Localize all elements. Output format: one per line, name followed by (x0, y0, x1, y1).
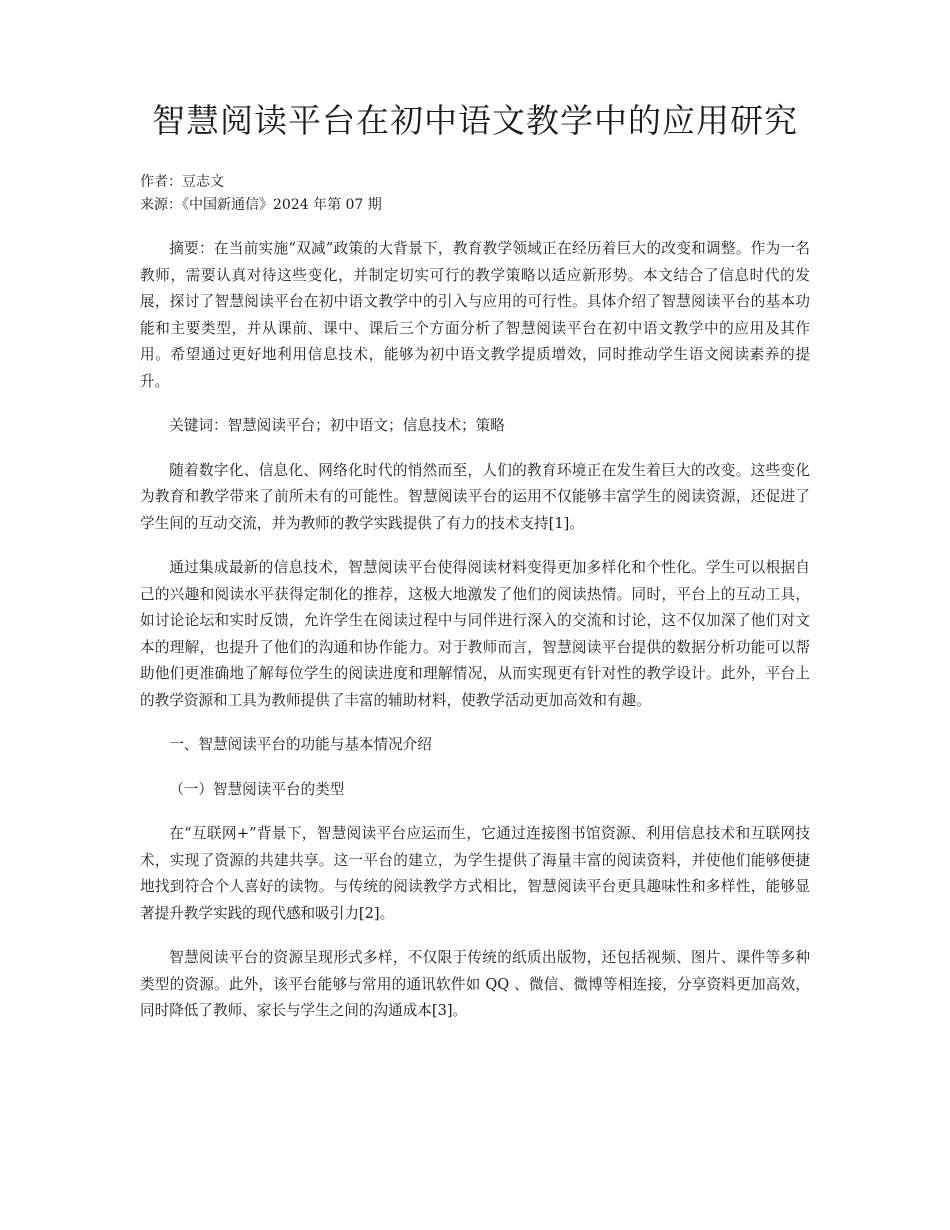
keywords-paragraph: 关键词：智慧阅读平台；初中语文；信息技术；策略 (169, 417, 505, 434)
subsection-heading-1: （一）智慧阅读平台的类型 (169, 780, 345, 798)
author-line: 作者：豆志文 (140, 174, 224, 190)
abstract-paragraph: 摘要：在当前实施“双减”政策的大背景下，教育教学领域正在经历着巨大的改变和调整。作为一名教师，需要认真对待这些变化，并制定切实可行的教学策略以适应新形势。本文结合了信息时代的发展，探讨了智慧阅读平台在初中语文教学中的引入与应用的可行性。具体介绍了智慧阅读平台的基本功能和主要类型，并从课前、课中、课后三个方面分析了智慧阅读平台在初中语文教学中的应用及其作用。希望通过更好地利用信息技术，能够为初中语文教学提质增效，同时推动学生语文阅读素养的提升。 (140, 240, 810, 390)
page-title: 智慧阅读平台在初中语文教学中的应用研究 (152, 101, 798, 140)
section1-paragraph-2: 智慧阅读平台的资源呈现形式多样，不仅限于传统的纸质出版物，还包括视频、图片、课件等多种类型的资源。此外，该平台能够与常用的通讯软件如 QQ 、微信、微博等相连接，分享资料更加高效，同时降低了教师、家长与学生之间的沟通成本[3]。 (140, 949, 810, 1019)
article-body (140, 236, 810, 1043)
source-line: 来源：《中国新通信》2024 年第 07 期 (140, 197, 382, 213)
section1-paragraph-1: 在“互联网+”背景下，智慧阅读平台应运而生，它通过连接图书馆资源、利用信息技术和互联网技术，实现了资源的共建共享。这一平台的建立，为学生提供了海量丰富的阅读资料，并使他们能够便捷地找到符合个人喜好的读物。与传统的阅读教学方式相比，智慧阅读平台更具趣味性和多样性，能够显著提升教学实践的现代感和吸引力[2]。 (140, 825, 810, 922)
article-meta (140, 171, 382, 217)
intro-paragraph-2: 通过集成最新的信息技术，智慧阅读平台使得阅读材料变得更加多样化和个性化。学生可以根据自己的兴趣和阅读水平获得定制化的推荐，这极大地激发了他们的阅读热情。同时，平台上的互动工具，如讨论论坛和实时反馈，允许学生在阅读过程中与同伴进行深入的交流和讨论，这不仅加深了他们对文本的理解，也提升了他们的沟通和协作能力。对于教师而言，智慧阅读平台提供的数据分析功能可以帮助他们更准确地了解每位学生的阅读进度和理解情况，从而实现更有针对性的教学设计。此外，平台上的教学资源和工具为教师提供了丰富的辅助材料，使教学活动更加高效和有趣。 (140, 559, 810, 709)
intro-paragraph-1: 随着数字化、信息化、网络化时代的悄然而至，人们的教育环境正在发生着巨大的改变。这些变化为教育和教学带来了前所未有的可能性。智慧阅读平台的运用不仅能够丰富学生的阅读资源，还促进了学生间的互动交流，并为教师的教学实践提供了有力的技术支持[1]。 (140, 461, 810, 532)
section-heading-1: 一、智慧阅读平台的功能与基本情况介绍 (169, 736, 432, 753)
